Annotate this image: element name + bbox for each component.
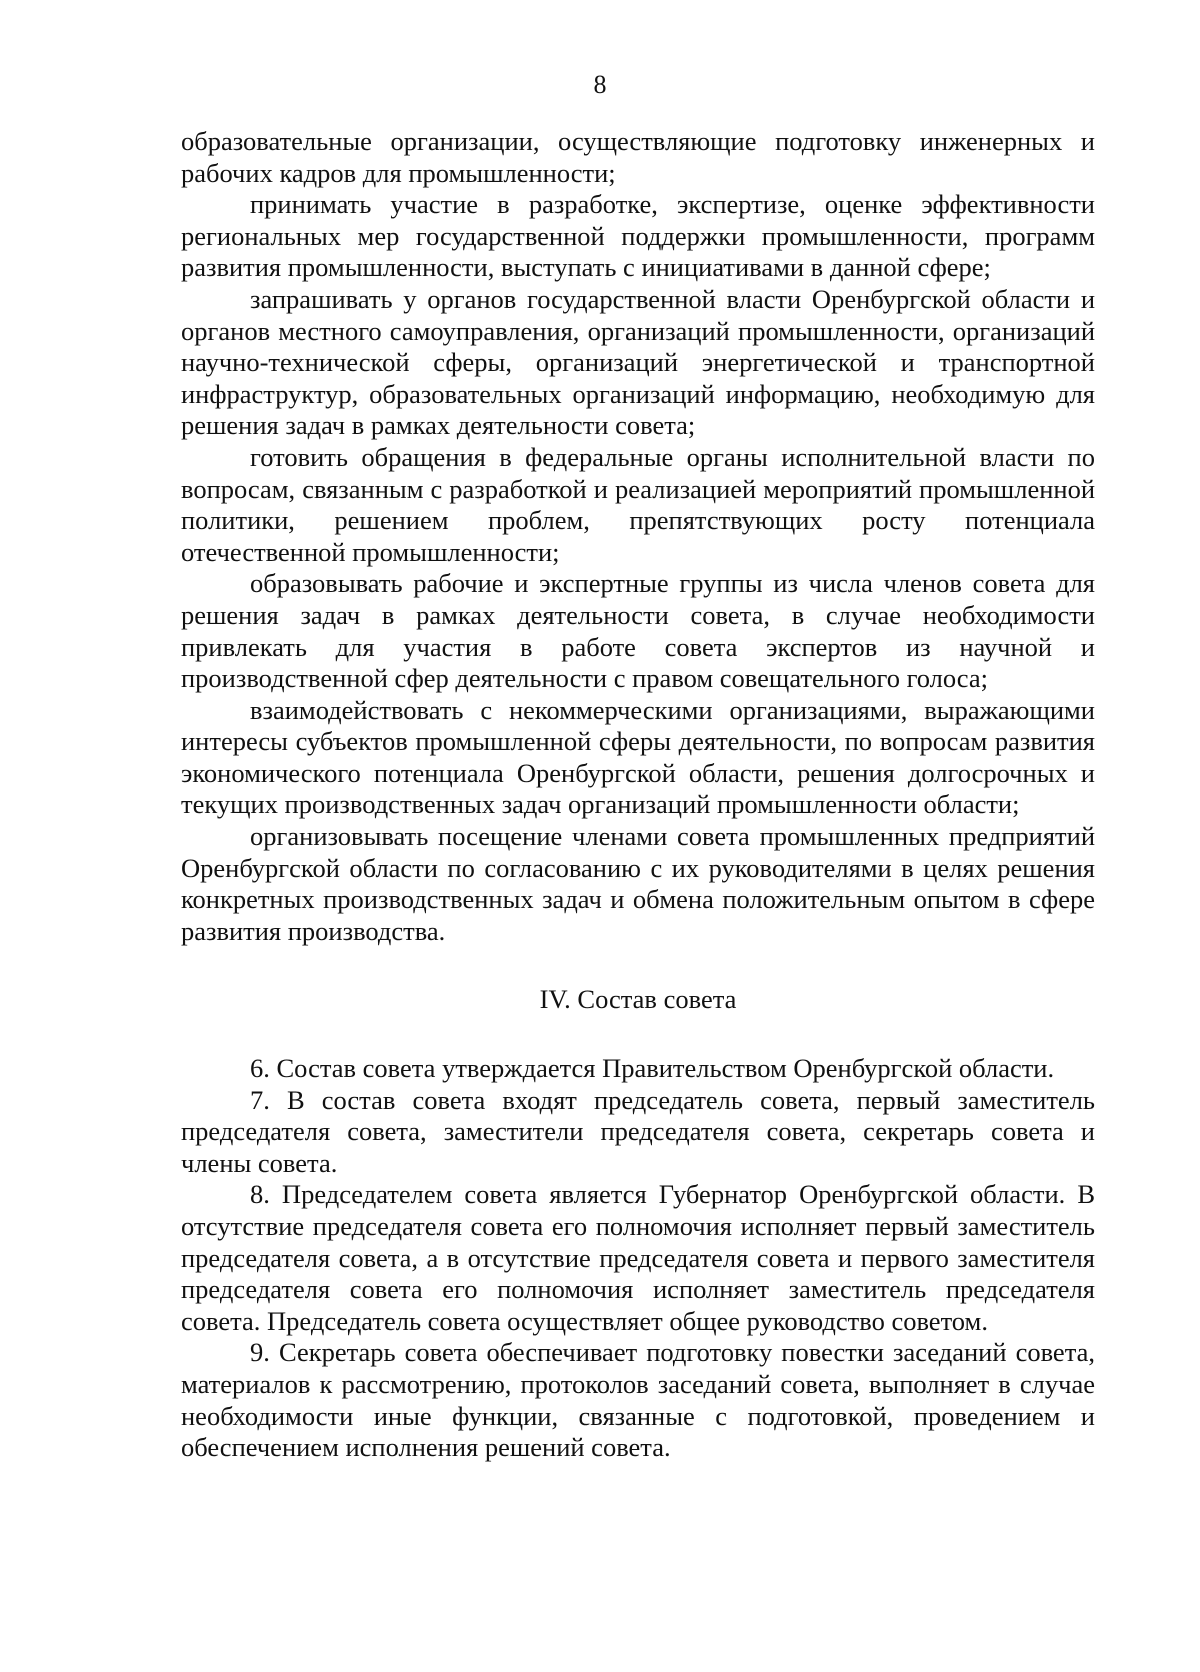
page-number: 8 [593, 70, 607, 99]
paragraph-item-8: 8. Председателем совета является Губернатор Оренбургской области. В отсутствие председателя совета его полномочия исполняет первый заместитель председателя совета, а в отсутствие председателя совета и первого заместителя председателя совета его полномочия исполняет заместитель председателя совета. Председатель совета осуществляет общее руководство советом. [181, 1179, 1095, 1336]
paragraph-request-info: запрашивать у органов государственной власти Оренбургской области и органов местного самоуправления, организаций промышленности, организаций научно-технической сферы, организаций энергетической и транспортной инфраструктур, образовательных организаций информацию, необходимую для решения задач в рамках деятельности совета; [181, 283, 1095, 441]
paragraph-continuation: образовательные организации, осуществляющие подготовку инженерных и рабочих кадров для промышленности; [181, 126, 1095, 188]
paragraph-item-9: 9. Секретарь совета обеспечивает подготовку повестки заседаний совета, материалов к рассмотрению, протоколов заседаний совета, выполняет в случае необходимости иные функции, связанные с подготовкой, проведением и обеспечением исполнения решений совета. [181, 1337, 1095, 1463]
paragraph-visits: организовывать посещение членами совета промышленных предприятий Оренбургской области по согласованию с их руководителями в целях решения конкретных производственных задач и обмена положительным опытом в сфере развития производства. [181, 821, 1095, 946]
paragraph-expertise: принимать участие в разработке, экспертизе, оценке эффективности региональных мер государственной поддержки промышленности, программ развития промышленности, выступать с инициативами в данной сфере; [181, 189, 1095, 283]
document-body [181, 126, 1095, 1464]
paragraph-cooperation: взаимодействовать с некоммерческими организациями, выражающими интересы субъектов промышленной сферы деятельности, по вопросам развития экономического потенциала Оренбургской области, решения долгосрочных и текущих производственных задач организаций промышленности области; [181, 694, 1095, 820]
paragraph-working-groups: образовывать рабочие и экспертные группы из числа членов совета для решения задач в рамках деятельности совета, в случае необходимости привлекать для участия в работе совета экспертов из научной и производственной сфер деятельности с правом совещательного голоса; [181, 568, 1095, 694]
paragraph-item-6: 6. Состав совета утверждается Правительством Оренбургской области. [250, 1053, 1055, 1084]
paragraph-appeals: готовить обращения в федеральные органы исполнительной власти по вопросам, связанным с разработкой и реализацией мероприятий промышленной политики, решением проблем, препятствующих росту потенциала отечественной промышленности; [181, 441, 1095, 567]
section-heading: IV. Состав совета [539, 984, 737, 1015]
paragraph-item-7: 7. В состав совета входят председатель совета, первый заместитель председателя совета, заместители председателя совета, секретарь совета и члены совета. [181, 1084, 1095, 1178]
